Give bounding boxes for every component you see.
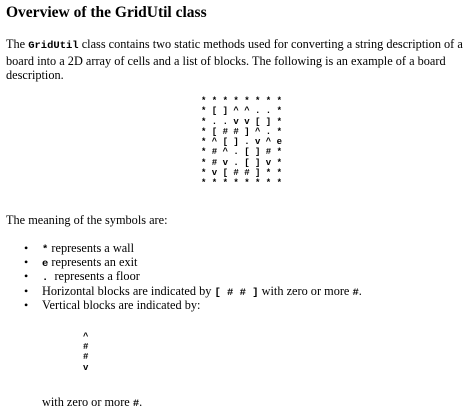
- list-item-wall: [6, 241, 362, 255]
- exit-symbol: e: [42, 258, 49, 271]
- intro-text-after: class contains two static methods used for converting a string description of a board into a 2D array of cells and a list of blocks. The following is an example of a board description.: [6, 37, 463, 83]
- tail-before: with zero or more: [42, 395, 133, 409]
- vertical-block-bottom: v: [83, 362, 89, 373]
- bullet-icon: •: [24, 255, 29, 270]
- exit-description: represents an exit: [48, 255, 138, 270]
- horizontal-middle: with zero or more: [258, 283, 353, 298]
- board-row: * * * * * * * *: [201, 178, 283, 189]
- bullet-icon: •: [24, 283, 29, 298]
- page-title: Overview of the GridUtil class: [6, 4, 207, 21]
- bullet-icon: •: [24, 297, 29, 312]
- list-item-floor: [6, 269, 362, 283]
- board-row: * # v . [ ] v *: [201, 157, 283, 168]
- board-row: * [ # # ] ^ . *: [201, 126, 283, 137]
- horizontal-block-symbol: [ # # ]: [214, 286, 259, 299]
- vertical-block-middle: #: [83, 352, 89, 363]
- board-row: * [ ] ^ ^ . . *: [201, 106, 283, 117]
- bullet-icon: •: [24, 241, 29, 255]
- board-row: * # ^ . [ ] # *: [201, 147, 283, 158]
- tail-after: .: [139, 395, 143, 409]
- bullet-icon: •: [24, 269, 29, 284]
- symbols-list: [6, 241, 362, 312]
- wall-description: represents a wall: [48, 241, 135, 255]
- vertical-block-example: [83, 332, 88, 373]
- board-row: * v [ # # ] * *: [201, 168, 283, 179]
- board-row: * ^ [ ] . v ^ e: [201, 137, 283, 148]
- tail-hash-symbol: #: [132, 398, 140, 410]
- list-item-exit: [6, 255, 362, 269]
- vertical-block-note: [42, 395, 142, 410]
- hash-symbol: #: [352, 286, 359, 299]
- intro-text-before: The: [6, 37, 29, 51]
- board-row: * * * * * * * *: [201, 96, 283, 106]
- board-example: [201, 96, 282, 189]
- wall-symbol: *: [42, 244, 49, 256]
- horizontal-suffix: .: [358, 283, 362, 298]
- vertical-description: Vertical blocks are indicated by:: [42, 297, 201, 312]
- horizontal-prefix: Horizontal blocks are indicated by: [42, 283, 215, 298]
- list-item-vertical-block: [6, 298, 362, 312]
- class-name-code: GridUtil: [28, 40, 79, 52]
- list-item-horizontal-block: [6, 284, 362, 298]
- vertical-block-middle: #: [83, 342, 89, 353]
- board-row: * . . v v [ ] *: [201, 116, 283, 127]
- vertical-block-top: ^: [83, 332, 89, 342]
- floor-description: represents a floor: [48, 269, 140, 284]
- symbols-heading: The meaning of the symbols are:: [6, 213, 168, 227]
- floor-symbol: .: [42, 272, 49, 285]
- intro-paragraph: [6, 37, 468, 83]
